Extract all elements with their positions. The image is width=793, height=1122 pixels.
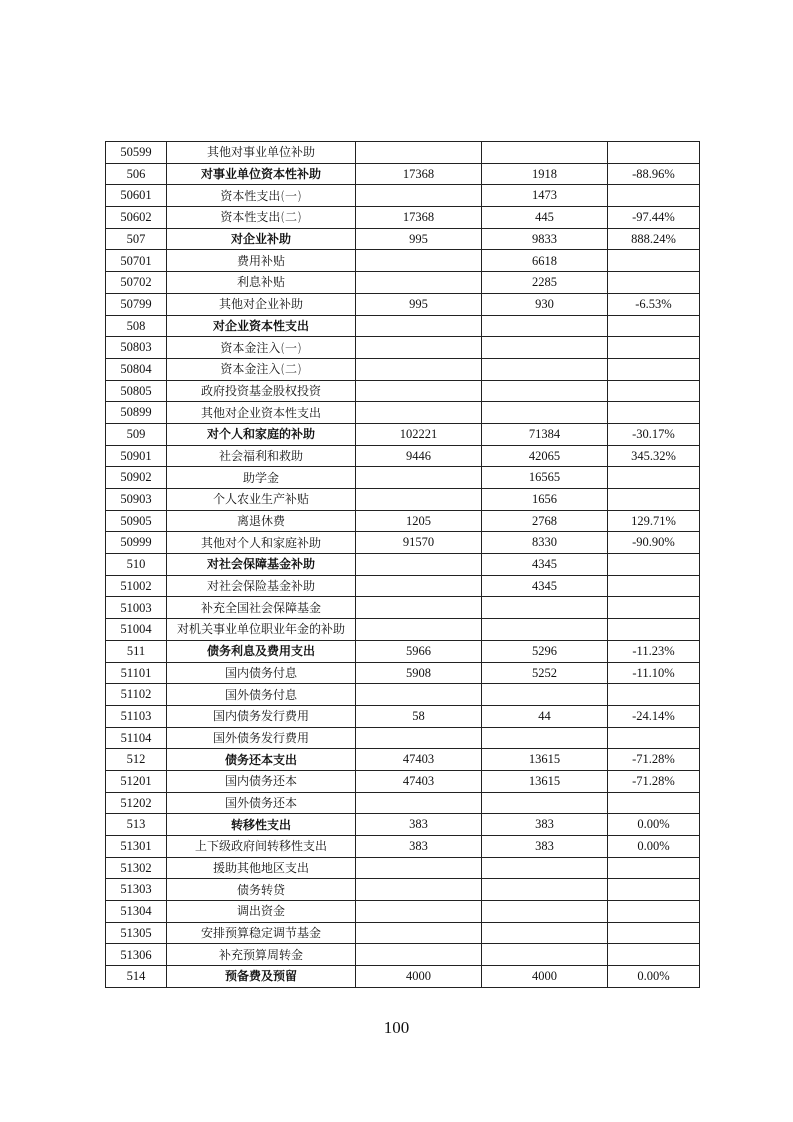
current-amount-cell <box>482 380 608 402</box>
account-code-cell: 50599 <box>106 142 167 164</box>
change-percent-cell <box>608 792 700 814</box>
account-name-cell: 对企业资本性支出 <box>167 315 356 337</box>
account-code-cell: 50805 <box>106 380 167 402</box>
current-amount-cell: 4000 <box>482 966 608 988</box>
current-amount-cell <box>482 619 608 641</box>
table-row <box>106 445 700 467</box>
table-row <box>106 640 700 662</box>
change-percent-cell: -24.14% <box>608 705 700 727</box>
table-row <box>106 358 700 380</box>
account-name-cell: 对个人和家庭的补助 <box>167 423 356 445</box>
account-code-cell: 509 <box>106 423 167 445</box>
change-percent-cell: -88.96% <box>608 163 700 185</box>
current-amount-cell <box>482 792 608 814</box>
table-row <box>106 944 700 966</box>
previous-amount-cell: 102221 <box>356 423 482 445</box>
current-amount-cell: 6618 <box>482 250 608 272</box>
current-amount-cell: 42065 <box>482 445 608 467</box>
previous-amount-cell: 58 <box>356 705 482 727</box>
table-row <box>106 250 700 272</box>
previous-amount-cell: 1205 <box>356 510 482 532</box>
account-name-cell: 国内债务发行费用 <box>167 705 356 727</box>
account-code-cell: 50999 <box>106 532 167 554</box>
account-name-cell: 预备费及预留 <box>167 966 356 988</box>
account-code-cell: 51202 <box>106 792 167 814</box>
current-amount-cell: 1918 <box>482 163 608 185</box>
account-code-cell: 50701 <box>106 250 167 272</box>
change-percent-cell <box>608 575 700 597</box>
current-amount-cell: 9833 <box>482 228 608 250</box>
change-percent-cell <box>608 901 700 923</box>
budget-table-container <box>105 141 699 988</box>
account-name-cell: 补充全国社会保障基金 <box>167 597 356 619</box>
previous-amount-cell: 17368 <box>356 163 482 185</box>
previous-amount-cell: 383 <box>356 814 482 836</box>
table-row <box>106 836 700 858</box>
account-name-cell: 对社会保障基金补助 <box>167 554 356 576</box>
previous-amount-cell: 17368 <box>356 207 482 229</box>
account-code-cell: 50702 <box>106 272 167 294</box>
previous-amount-cell <box>356 467 482 489</box>
account-name-cell: 其他对企业资本性支出 <box>167 402 356 424</box>
account-name-cell: 国外债务发行费用 <box>167 727 356 749</box>
account-name-cell: 资本金注入(二) <box>167 358 356 380</box>
account-name-cell: 对社会保险基金补助 <box>167 575 356 597</box>
previous-amount-cell <box>356 684 482 706</box>
current-amount-cell: 8330 <box>482 532 608 554</box>
previous-amount-cell <box>356 901 482 923</box>
table-row <box>106 207 700 229</box>
account-name-cell: 债务转贷 <box>167 879 356 901</box>
previous-amount-cell <box>356 142 482 164</box>
account-name-cell: 债务还本支出 <box>167 749 356 771</box>
account-name-cell: 国外债务付息 <box>167 684 356 706</box>
account-code-cell: 510 <box>106 554 167 576</box>
change-percent-cell: 0.00% <box>608 836 700 858</box>
previous-amount-cell: 4000 <box>356 966 482 988</box>
account-name-cell: 上下级政府间转移性支出 <box>167 836 356 858</box>
account-name-cell: 利息补贴 <box>167 272 356 294</box>
account-code-cell: 50601 <box>106 185 167 207</box>
table-row <box>106 705 700 727</box>
table-row <box>106 966 700 988</box>
account-name-cell: 助学金 <box>167 467 356 489</box>
account-name-cell: 社会福利和救助 <box>167 445 356 467</box>
account-name-cell: 其他对企业补助 <box>167 293 356 315</box>
change-percent-cell <box>608 619 700 641</box>
account-code-cell: 506 <box>106 163 167 185</box>
previous-amount-cell: 47403 <box>356 749 482 771</box>
previous-amount-cell <box>356 337 482 359</box>
table-row <box>106 814 700 836</box>
account-code-cell: 511 <box>106 640 167 662</box>
account-code-cell: 51103 <box>106 705 167 727</box>
previous-amount-cell <box>356 944 482 966</box>
account-code-cell: 513 <box>106 814 167 836</box>
current-amount-cell <box>482 358 608 380</box>
change-percent-cell <box>608 250 700 272</box>
table-row <box>106 228 700 250</box>
previous-amount-cell: 995 <box>356 293 482 315</box>
table-row <box>106 575 700 597</box>
table-row <box>106 142 700 164</box>
account-name-cell: 资本性支出(一) <box>167 185 356 207</box>
change-percent-cell <box>608 489 700 511</box>
table-row <box>106 337 700 359</box>
table-row <box>106 185 700 207</box>
account-code-cell: 51305 <box>106 922 167 944</box>
previous-amount-cell: 5966 <box>356 640 482 662</box>
previous-amount-cell: 995 <box>356 228 482 250</box>
table-row <box>106 293 700 315</box>
change-percent-cell: -90.90% <box>608 532 700 554</box>
table-row <box>106 619 700 641</box>
account-code-cell: 51302 <box>106 857 167 879</box>
current-amount-cell <box>482 337 608 359</box>
account-name-cell: 离退休费 <box>167 510 356 532</box>
current-amount-cell <box>482 315 608 337</box>
previous-amount-cell <box>356 727 482 749</box>
account-code-cell: 50799 <box>106 293 167 315</box>
account-code-cell: 51101 <box>106 662 167 684</box>
current-amount-cell: 2768 <box>482 510 608 532</box>
account-code-cell: 51301 <box>106 836 167 858</box>
change-percent-cell <box>608 857 700 879</box>
previous-amount-cell <box>356 879 482 901</box>
current-amount-cell: 5252 <box>482 662 608 684</box>
account-name-cell: 国外债务还本 <box>167 792 356 814</box>
previous-amount-cell <box>356 575 482 597</box>
previous-amount-cell <box>356 922 482 944</box>
table-row <box>106 380 700 402</box>
account-name-cell: 安排预算稳定调节基金 <box>167 922 356 944</box>
change-percent-cell <box>608 684 700 706</box>
account-code-cell: 512 <box>106 749 167 771</box>
account-name-cell: 债务利息及费用支出 <box>167 640 356 662</box>
change-percent-cell: -11.23% <box>608 640 700 662</box>
previous-amount-cell: 5908 <box>356 662 482 684</box>
change-percent-cell <box>608 402 700 424</box>
current-amount-cell <box>482 727 608 749</box>
previous-amount-cell: 9446 <box>356 445 482 467</box>
table-row <box>106 901 700 923</box>
account-name-cell: 费用补贴 <box>167 250 356 272</box>
table-row <box>106 532 700 554</box>
current-amount-cell <box>482 922 608 944</box>
previous-amount-cell <box>356 185 482 207</box>
change-percent-cell <box>608 554 700 576</box>
table-row <box>106 423 700 445</box>
account-name-cell: 国内债务还本 <box>167 770 356 792</box>
previous-amount-cell: 47403 <box>356 770 482 792</box>
table-row <box>106 163 700 185</box>
current-amount-cell <box>482 142 608 164</box>
table-row <box>106 792 700 814</box>
previous-amount-cell <box>356 272 482 294</box>
account-code-cell: 50905 <box>106 510 167 532</box>
table-row <box>106 922 700 944</box>
account-name-cell: 政府投资基金股权投资 <box>167 380 356 402</box>
change-percent-cell: 0.00% <box>608 814 700 836</box>
account-code-cell: 507 <box>106 228 167 250</box>
previous-amount-cell: 91570 <box>356 532 482 554</box>
current-amount-cell <box>482 879 608 901</box>
account-code-cell: 50902 <box>106 467 167 489</box>
current-amount-cell <box>482 857 608 879</box>
change-percent-cell: -97.44% <box>608 207 700 229</box>
change-percent-cell <box>608 727 700 749</box>
table-row <box>106 489 700 511</box>
change-percent-cell: -6.53% <box>608 293 700 315</box>
account-code-cell: 51104 <box>106 727 167 749</box>
account-code-cell: 50602 <box>106 207 167 229</box>
account-code-cell: 51102 <box>106 684 167 706</box>
previous-amount-cell <box>356 315 482 337</box>
account-name-cell: 对机关事业单位职业年金的补助 <box>167 619 356 641</box>
table-row <box>106 597 700 619</box>
expenditure-table <box>105 141 700 988</box>
account-code-cell: 51303 <box>106 879 167 901</box>
previous-amount-cell <box>356 489 482 511</box>
previous-amount-cell <box>356 597 482 619</box>
current-amount-cell <box>482 402 608 424</box>
current-amount-cell: 4345 <box>482 554 608 576</box>
current-amount-cell <box>482 944 608 966</box>
previous-amount-cell: 383 <box>356 836 482 858</box>
current-amount-cell <box>482 597 608 619</box>
current-amount-cell <box>482 684 608 706</box>
change-percent-cell <box>608 315 700 337</box>
account-name-cell: 调出资金 <box>167 901 356 923</box>
table-row <box>106 770 700 792</box>
account-name-cell: 国内债务付息 <box>167 662 356 684</box>
change-percent-cell: -71.28% <box>608 749 700 771</box>
account-name-cell: 对企业补助 <box>167 228 356 250</box>
current-amount-cell: 383 <box>482 836 608 858</box>
change-percent-cell <box>608 380 700 402</box>
change-percent-cell <box>608 272 700 294</box>
table-row <box>106 315 700 337</box>
table-row <box>106 467 700 489</box>
change-percent-cell <box>608 922 700 944</box>
account-code-cell: 51306 <box>106 944 167 966</box>
change-percent-cell <box>608 185 700 207</box>
previous-amount-cell <box>356 358 482 380</box>
current-amount-cell: 1656 <box>482 489 608 511</box>
account-code-cell: 51201 <box>106 770 167 792</box>
table-row <box>106 554 700 576</box>
current-amount-cell: 2285 <box>482 272 608 294</box>
change-percent-cell <box>608 597 700 619</box>
account-code-cell: 50901 <box>106 445 167 467</box>
previous-amount-cell <box>356 619 482 641</box>
change-percent-cell <box>608 879 700 901</box>
current-amount-cell: 445 <box>482 207 608 229</box>
change-percent-cell: -11.10% <box>608 662 700 684</box>
current-amount-cell: 13615 <box>482 770 608 792</box>
current-amount-cell: 930 <box>482 293 608 315</box>
table-row <box>106 857 700 879</box>
current-amount-cell: 71384 <box>482 423 608 445</box>
change-percent-cell <box>608 337 700 359</box>
current-amount-cell: 5296 <box>482 640 608 662</box>
account-name-cell: 其他对个人和家庭补助 <box>167 532 356 554</box>
change-percent-cell: 129.71% <box>608 510 700 532</box>
account-code-cell: 50903 <box>106 489 167 511</box>
current-amount-cell: 13615 <box>482 749 608 771</box>
change-percent-cell <box>608 944 700 966</box>
account-code-cell: 50804 <box>106 358 167 380</box>
table-row <box>106 727 700 749</box>
table-row <box>106 684 700 706</box>
account-name-cell: 资本金注入(一) <box>167 337 356 359</box>
account-name-cell: 转移性支出 <box>167 814 356 836</box>
account-code-cell: 51002 <box>106 575 167 597</box>
previous-amount-cell <box>356 380 482 402</box>
previous-amount-cell <box>356 250 482 272</box>
previous-amount-cell <box>356 857 482 879</box>
account-name-cell: 资本性支出(二) <box>167 207 356 229</box>
change-percent-cell <box>608 467 700 489</box>
change-percent-cell: -71.28% <box>608 770 700 792</box>
account-name-cell: 补充预算周转金 <box>167 944 356 966</box>
table-body <box>106 142 700 988</box>
change-percent-cell <box>608 358 700 380</box>
previous-amount-cell <box>356 792 482 814</box>
current-amount-cell <box>482 901 608 923</box>
account-name-cell: 其他对事业单位补助 <box>167 142 356 164</box>
current-amount-cell: 4345 <box>482 575 608 597</box>
change-percent-cell: -30.17% <box>608 423 700 445</box>
previous-amount-cell <box>356 554 482 576</box>
table-row <box>106 662 700 684</box>
account-name-cell: 对事业单位资本性补助 <box>167 163 356 185</box>
account-code-cell: 50899 <box>106 402 167 424</box>
change-percent-cell: 345.32% <box>608 445 700 467</box>
table-row <box>106 402 700 424</box>
account-code-cell: 51304 <box>106 901 167 923</box>
current-amount-cell: 383 <box>482 814 608 836</box>
current-amount-cell: 44 <box>482 705 608 727</box>
account-code-cell: 51004 <box>106 619 167 641</box>
table-row <box>106 749 700 771</box>
change-percent-cell: 0.00% <box>608 966 700 988</box>
current-amount-cell: 1473 <box>482 185 608 207</box>
table-row <box>106 272 700 294</box>
page-number: 100 <box>383 1018 410 1037</box>
account-name-cell: 援助其他地区支出 <box>167 857 356 879</box>
previous-amount-cell <box>356 402 482 424</box>
account-name-cell: 个人农业生产补贴 <box>167 489 356 511</box>
change-percent-cell <box>608 142 700 164</box>
account-code-cell: 50803 <box>106 337 167 359</box>
table-row <box>106 879 700 901</box>
current-amount-cell: 16565 <box>482 467 608 489</box>
account-code-cell: 508 <box>106 315 167 337</box>
account-code-cell: 51003 <box>106 597 167 619</box>
table-row <box>106 510 700 532</box>
account-code-cell: 514 <box>106 966 167 988</box>
change-percent-cell: 888.24% <box>608 228 700 250</box>
